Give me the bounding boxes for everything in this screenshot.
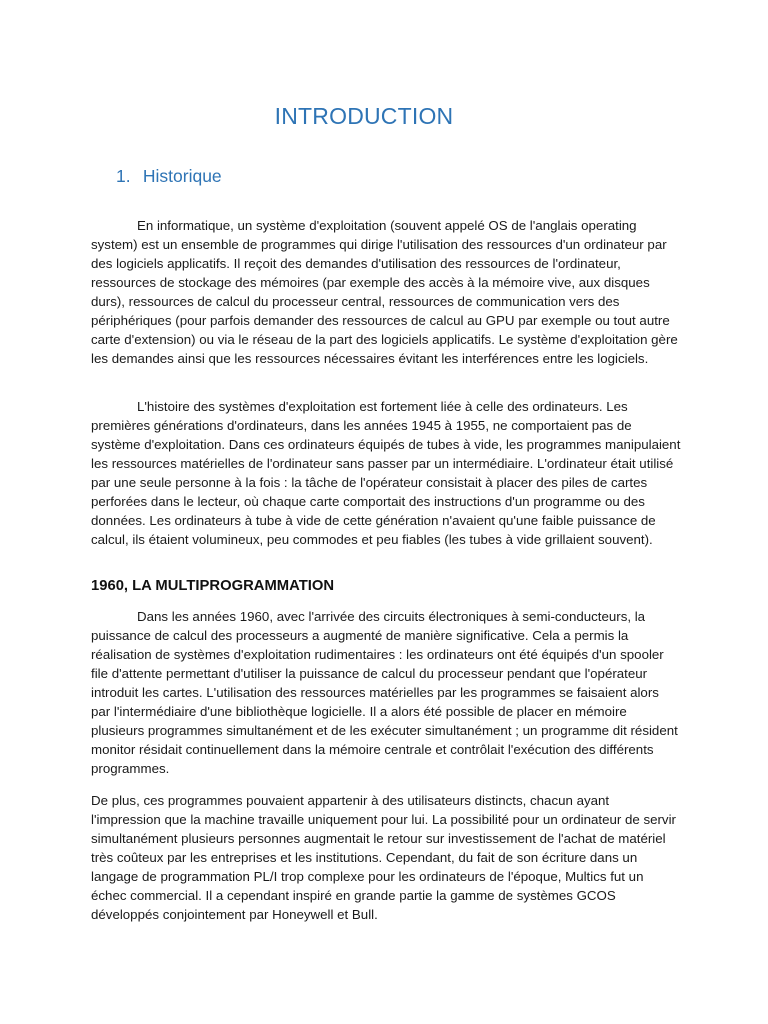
paragraph-multics: De plus, ces programmes pouvaient appartenir à des utilisateurs distincts, chacun ayant l'impression que la machine travaille uniquement pour lui. La possibilité pour un ordinateur de servir simultanément plusieurs personnes augmentait le retour sur investissement de l'achat de matériel très coûteux par les entreprises et les institutions. Cependant, du fait de son écriture dans un langage de programmation PL/I trop complexe pour les ordinateurs de l'époque, Multics fut un échec commercial. Il a cependant inspiré en grande partie la gamme de systèmes GCOS développés conjointement par Honeywell et Bull. xyxy=(91,793,676,922)
section-heading xyxy=(116,166,222,187)
section-title: Historique xyxy=(142,166,222,186)
page-title: INTRODUCTION xyxy=(274,103,454,129)
paragraph-history: L'histoire des systèmes d'exploitation est fortement liée à celle des ordinateurs. Les premières générations d'ordinateurs, dans les années 1945 à 1955, ne comportaient pas de système d'exploitation. Dans ces ordinateurs équipés de tubes à vide, les programmes manipulaient les ressources matérielles de l'ordinateur sans passer par un intermédiaire. L'ordinateur était utilisé par une seule personne à la fois : la tâche de l'opérateur consistait à placer des piles de cartes perforées dans le lecteur, où chaque carte comportait des instructions d'un programme ou des données. Les ordinateurs à tube à vide de cette génération n'avaient qu'une faible puissance de calcul, ils étaient volumineux, peu commodes et peu fiables (les tubes à vide grillaient souvent). xyxy=(91,399,681,547)
paragraph-os-definition: En informatique, un système d'exploitation (souvent appelé OS de l'anglais operating system) est un ensemble de programmes qui dirige l'utilisation des ressources d'un ordinateur par des logiciels applicatifs. Il reçoit des demandes d'utilisation des ressources de l'ordinateur, ressources de stockage des mémoires (par exemple des accès à la mémoire vive, aux disques durs), ressources de calcul du processeur central, ressources de communication vers des périphériques (pour parfois demander des ressources de calcul au GPU par exemple ou tout autre carte d'extension) ou via le réseau de la part des logiciels applicatifs. Le système d'exploitation gère les demandes ainsi que les ressources nécessaires évitant les interférences entre les logiciels. xyxy=(91,218,678,366)
section-number: 1. xyxy=(116,166,131,186)
subheading-multiprogramming: 1960, LA MULTIPROGRAMMATION xyxy=(91,578,335,594)
paragraph-1960s: Dans les années 1960, avec l'arrivée des circuits électroniques à semi-conducteurs, la puissance de calcul des processeurs a augmenté de manière significative. Cela a permis la réalisation de systèmes d'exploitation rudimentaires : les ordinateurs ont été équipés d'un spooler file d'attente permettant d'utiliser la puissance de calcul du processeur pendant que l'opérateur introduit les cartes. L'utilisation des ressources matérielles par les programmes se faisaient alors par l'intermédiaire d'une bibliothèque logicielle. Il a alors été possible de placer en mémoire plusieurs programmes simultanément et de les exécuter simultanément ; un programme dit résident monitor résidait continuellement dans la mémoire centrale et contrôlait l'exécution des différents programmes. xyxy=(91,609,678,776)
